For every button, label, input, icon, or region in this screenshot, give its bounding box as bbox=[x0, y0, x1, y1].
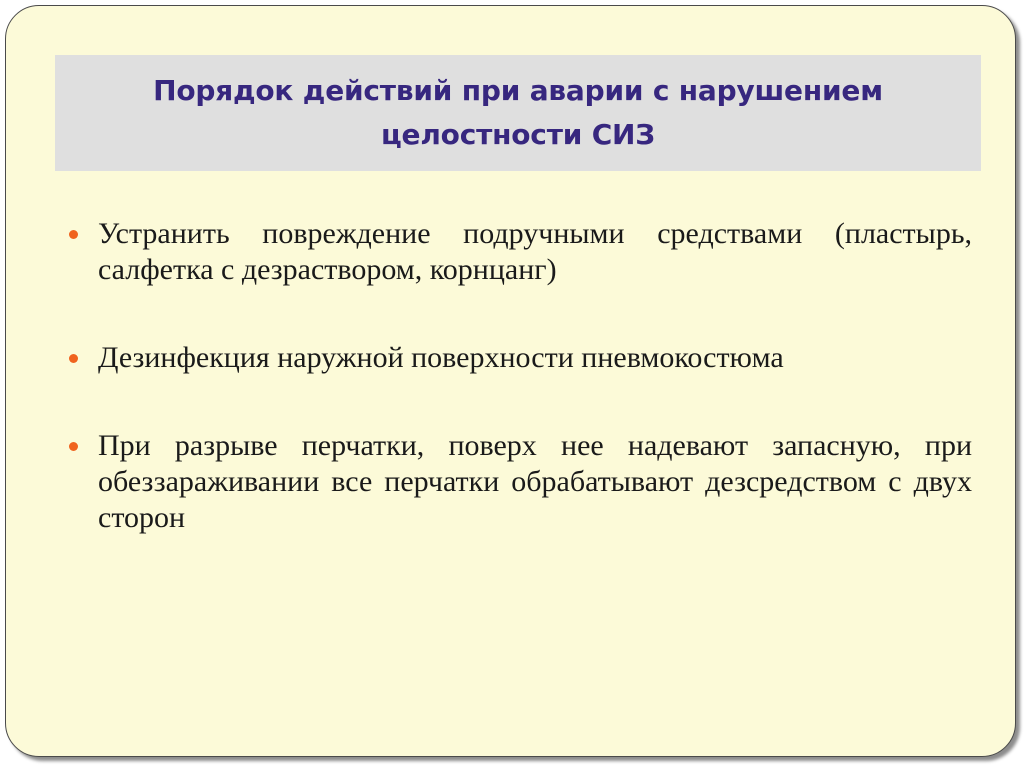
slide-title-line-1: Порядок действий при аварии с нарушением bbox=[153, 74, 883, 107]
bullet-text: Дезинфекция наружной поверхности пневмокостюма bbox=[98, 341, 784, 374]
bullet-dot-icon bbox=[69, 354, 78, 363]
bullet-dot-icon bbox=[69, 442, 78, 451]
bullet-text: Устранить повреждение подручными средствами (пластырь, салфетка с дезраствором, корнцанг) bbox=[98, 217, 972, 286]
bullet-dot-icon bbox=[69, 230, 78, 239]
bullet-text: При разрыве перчатки, поверх нее надевают запасную, при обеззараживании все перчатки обрабатывают дезсредством с двух сторон bbox=[98, 429, 972, 534]
slide-title-line-2: целостности СИЗ bbox=[381, 118, 655, 151]
slide bbox=[5, 5, 1016, 757]
title-band bbox=[55, 55, 981, 171]
bullet-list bbox=[66, 216, 972, 536]
bullet-item bbox=[66, 340, 972, 376]
bullet-item bbox=[66, 216, 972, 288]
slide-title bbox=[153, 69, 883, 157]
bullet-item bbox=[66, 428, 972, 536]
